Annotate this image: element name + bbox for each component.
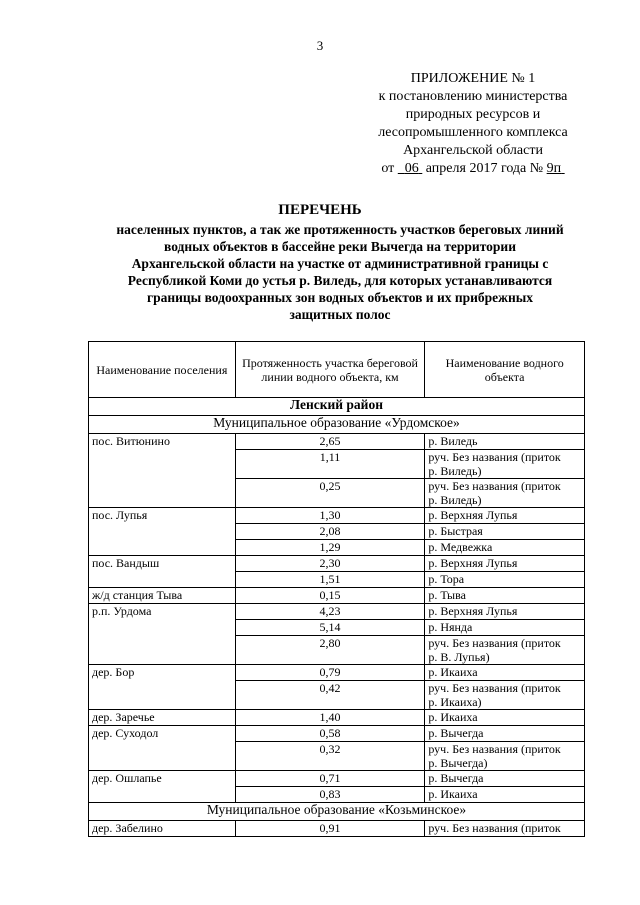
settlement-cell: пос. Витюнино bbox=[89, 434, 236, 508]
length-cell: 0,71 bbox=[235, 771, 425, 787]
date-number bbox=[547, 161, 565, 176]
length-cell: 1,30 bbox=[235, 508, 425, 524]
settlement-cell: дер. Заречье bbox=[89, 710, 236, 726]
appendix-title: ПРИЛОЖЕНИЕ № 1 bbox=[410, 71, 536, 86]
settlement-cell: дер. Забелино bbox=[89, 821, 236, 837]
header-length: Протяженность участка береговой линии водного объекта, км bbox=[235, 342, 425, 398]
water-object-cell: р. Икаиха bbox=[425, 710, 585, 726]
length-cell: 1,11 bbox=[235, 450, 425, 479]
appendix-line: к постановлению министерства bbox=[378, 89, 568, 104]
water-object-cell: р. Верхняя Лупья bbox=[425, 508, 585, 524]
length-cell: 1,51 bbox=[235, 572, 425, 588]
date-day bbox=[398, 161, 423, 176]
water-line: р. Виледь) bbox=[428, 493, 482, 507]
appendix-line: лесопромышленного комплекса bbox=[378, 125, 568, 140]
water-line: руч. Без названия (приток bbox=[428, 479, 561, 493]
settlements-table bbox=[88, 341, 585, 837]
water-line: руч. Без названия (приток bbox=[428, 636, 561, 650]
length-cell: 0,83 bbox=[235, 787, 425, 803]
appendix-line: природных ресурсов и bbox=[405, 107, 541, 122]
length-cell: 2,30 bbox=[235, 556, 425, 572]
water-object-cell: р. Медвежка bbox=[425, 540, 585, 556]
water-object-cell: р. Икаиха bbox=[425, 787, 585, 803]
water-object-cell: р. Тыва bbox=[425, 588, 585, 604]
settlement-cell: р.п. Урдома bbox=[89, 604, 236, 665]
table-row bbox=[89, 710, 585, 726]
water-object-cell: р. Вычегда bbox=[425, 726, 585, 742]
length-cell: 1,29 bbox=[235, 540, 425, 556]
length-cell: 2,80 bbox=[235, 636, 425, 665]
length-cell: 0,32 bbox=[235, 742, 425, 771]
water-object-cell: р. Верхняя Лупья bbox=[425, 556, 585, 572]
settlement-cell: дер. Ошлапье bbox=[89, 771, 236, 803]
water-object-cell bbox=[425, 681, 585, 710]
length-cell: 2,08 bbox=[235, 524, 425, 540]
description-line: защитных полос bbox=[289, 307, 391, 322]
settlement-cell: дер. Суходол bbox=[89, 726, 236, 771]
table-row bbox=[89, 556, 585, 572]
appendix-line: Архангельской области bbox=[403, 143, 543, 158]
water-line: р. Вычегда) bbox=[428, 756, 488, 770]
table-row bbox=[89, 588, 585, 604]
table-row bbox=[89, 771, 585, 787]
settlement-cell: пос. Лупья bbox=[89, 508, 236, 556]
water-object-cell: р. Виледь bbox=[425, 434, 585, 450]
date-day-value: 06 bbox=[404, 161, 419, 176]
table-row bbox=[89, 665, 585, 681]
description-line: Архангельской области на участке от административной границы с bbox=[131, 256, 549, 271]
water-line: р. Икаиха) bbox=[428, 695, 482, 709]
municipality-row bbox=[89, 803, 585, 821]
water-object-cell: р. Тора bbox=[425, 572, 585, 588]
settlement-cell: ж/д станция Тыва bbox=[89, 588, 236, 604]
water-object-cell: р. Нянда bbox=[425, 620, 585, 636]
length-cell: 0,79 bbox=[235, 665, 425, 681]
length-cell: 1,40 bbox=[235, 710, 425, 726]
water-object-cell: р. Верхняя Лупья bbox=[425, 604, 585, 620]
water-object-cell: руч. Без названия (приток bbox=[425, 821, 585, 837]
length-cell: 2,65 bbox=[235, 434, 425, 450]
water-line: руч. Без названия (приток bbox=[428, 450, 561, 464]
table-row bbox=[89, 604, 585, 620]
water-line: руч. Без названия (приток bbox=[428, 742, 561, 756]
water-object-cell bbox=[425, 636, 585, 665]
water-object-cell: р. Вычегда bbox=[425, 771, 585, 787]
municipality-name: Муниципальное образование «Урдомское» bbox=[89, 416, 585, 434]
table-row bbox=[89, 434, 585, 450]
settlement-cell: дер. Бор bbox=[89, 665, 236, 710]
date-prefix: от bbox=[381, 161, 395, 176]
water-object-cell bbox=[425, 742, 585, 771]
list-title: ПЕРЕЧЕНЬ bbox=[278, 202, 362, 218]
list-description bbox=[80, 221, 600, 323]
water-object-cell: р. Икаиха bbox=[425, 665, 585, 681]
length-cell: 5,14 bbox=[235, 620, 425, 636]
table-row bbox=[89, 726, 585, 742]
municipality-row bbox=[89, 416, 585, 434]
page-number: 3 bbox=[316, 38, 324, 53]
district-row bbox=[89, 398, 585, 416]
table-row bbox=[89, 821, 585, 837]
water-line: р. Виледь) bbox=[428, 464, 482, 478]
water-object-cell: р. Быстрая bbox=[425, 524, 585, 540]
appendix-date bbox=[350, 160, 596, 178]
header-settlement: Наименование поселения bbox=[89, 342, 236, 398]
length-cell: 0,91 bbox=[235, 821, 425, 837]
date-middle: апреля 2017 года № bbox=[425, 161, 544, 176]
table-header-row bbox=[89, 342, 585, 398]
length-cell: 4,23 bbox=[235, 604, 425, 620]
water-line: руч. Без названия (приток bbox=[428, 681, 561, 695]
length-cell: 0,58 bbox=[235, 726, 425, 742]
settlement-cell: пос. Вандыш bbox=[89, 556, 236, 588]
description-line: водных объектов в бассейне реки Вычегда на территории bbox=[164, 239, 516, 254]
description-line: Республикой Коми до устья р. Виледь, для которых устанавливаются bbox=[127, 273, 553, 288]
water-line: р. В. Лупья) bbox=[428, 650, 490, 664]
district-name: Ленский район bbox=[89, 398, 585, 416]
length-cell: 0,42 bbox=[235, 681, 425, 710]
length-cell: 0,25 bbox=[235, 479, 425, 508]
description-line: границы водоохранных зон водных объектов и их прибрежных bbox=[146, 290, 534, 305]
water-object-cell bbox=[425, 450, 585, 479]
date-number-value: 9п bbox=[546, 161, 562, 176]
header-water-object: Наименование водного объекта bbox=[425, 342, 585, 398]
table-row bbox=[89, 508, 585, 524]
municipality-name: Муниципальное образование «Козьминское» bbox=[89, 803, 585, 821]
water-object-cell bbox=[425, 479, 585, 508]
length-cell: 0,15 bbox=[235, 588, 425, 604]
appendix-block bbox=[350, 70, 596, 178]
description-line: населенных пунктов, а так же протяженность участков береговых линий bbox=[116, 222, 564, 237]
